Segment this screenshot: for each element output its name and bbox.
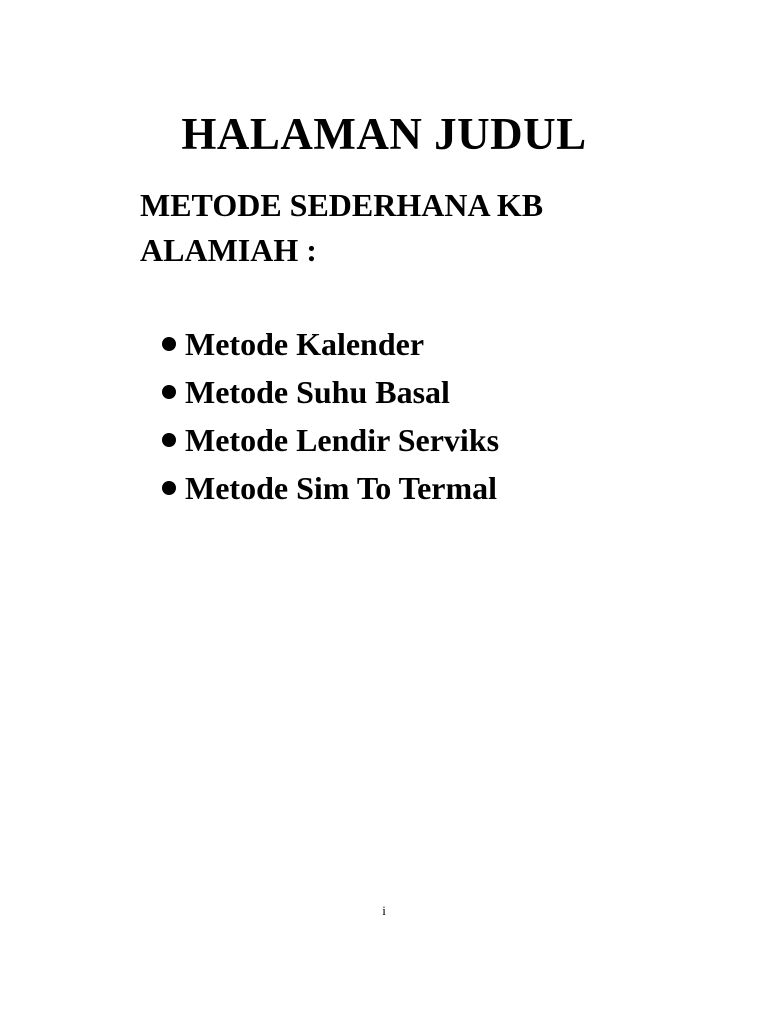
method-label: Metode Lendir Serviks [185,421,500,458]
bullet-icon [162,433,176,447]
method-label: Metode Kalender [185,325,425,362]
method-label: Metode Suhu Basal [185,373,450,410]
subtitle-line: METODE SEDERHANA KB [140,187,544,223]
page-title: HALAMAN JUDUL [181,109,587,159]
bullet-icon [162,385,176,399]
list-item [162,368,499,416]
method-list [162,320,499,512]
list-item [162,464,499,512]
method-label: Metode Sim To Termal [185,469,498,506]
list-item [162,320,499,368]
document-subtitle [140,183,700,273]
list-item [162,416,499,464]
subtitle-line: ALAMIAH : [140,232,317,268]
bullet-icon [162,481,176,495]
page-number: i [382,903,386,918]
bullet-icon [162,337,176,351]
